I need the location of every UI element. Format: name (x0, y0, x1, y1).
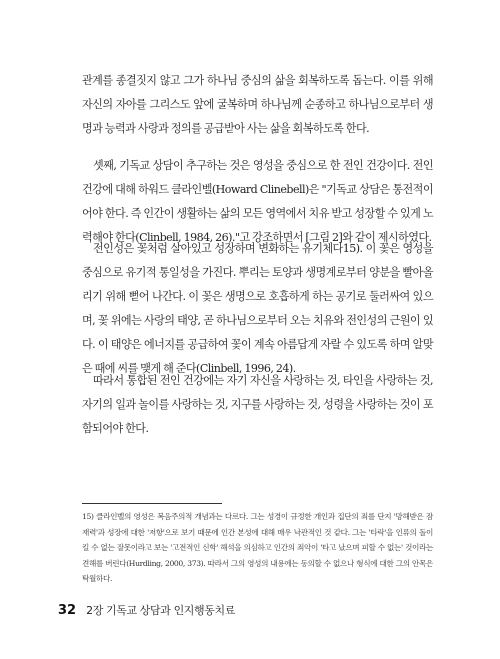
footnote-15: 15) 클라인벨의 영성은 복음주의적 개념과는 다르다. 그는 성경이 규정한 개인과 집단의 죄를 단지 '망해받은 잠재력'과 성장에 대한 '저항'으로 보기 때문에 인간 본성에 대해 매우 낙관적인 것 같다. 그는 '타락'을 인류의 돌이킬 수 없는 잘못이라고 보는 '고전적인 신학' 해석을 의심하고 인간의 죄악이 '타고 났으며 피할 수 없는' 것이라는 견해를 버린다(Hurdling, 2000, 373). 따라서 그의 영성의 내용에는 동의할 수 없으나 형식에 대한 그의 안목은 탁월하다. (82, 512, 433, 583)
footnote-divider (82, 503, 222, 504)
body-paragraph-3: 전인성은 꽃처럼 살아있고 성장하며 변화하는 유기체다15). 이 꽃은 영성을 중심으로 유기적 통일성을 가진다. 뿌리는 토양과 생명계로부터 양분을 빨아올리기 위해 뻗어 나간다. 이 꽃은 생명으로 호흡하게 하는 공기로 둘러싸여 있으며, 꽃 위에는 사랑의 태양, 곧 하나님으로부터 오는 치유와 전인성의 근원이 있다. 이 태양은 에너지를 공급하여 꽃이 계속 아름답게 자랄 수 있도록 하며 알맞은 때에 씨를 맺게 해 준다(Clinbell, 1996, 24). (82, 242, 433, 375)
page-number: 32 (58, 602, 77, 618)
running-head: 2장 기독교 상담과 인지행동치료 (86, 604, 235, 617)
body-paragraph-4: 따라서 통합된 전인 건강에는 자기 자신을 사랑하는 것, 타인을 사랑하는 것, 자기의 일과 놀이를 사랑하는 것, 지구를 사랑하는 것, 성령을 사랑하는 것이 포함되어야 한다. (82, 374, 433, 435)
body-paragraph-1: 관계를 종결짓지 않고 그가 하나님 중심의 삶을 회복하도록 돕는다. 이를 위해 자신의 자아를 그리스도 앞에 굴복하며 하나님께 순종하고 하나님으로부터 생명과 능력과 사랑과 정의를 공급받아 사는 삶을 회복하도록 한다. (82, 74, 433, 135)
body-paragraph-2: 셋째, 기독교 상담이 추구하는 것은 영성을 중심으로 한 전인 건강이다. 전인 건강에 대해 하워드 클라인벨(Howard Clinebell)은 "기독교 상담은 통전적이어야 한다. 즉 인간이 생활하는 삶의 모든 영역에서 치유 받고 성장할 수 있게 노력해야 한다(Clinbell, 1984, 26)."고 강조하면서 [그림 2]와 같이 제시하였다. (82, 159, 433, 244)
page-footer (58, 600, 235, 620)
